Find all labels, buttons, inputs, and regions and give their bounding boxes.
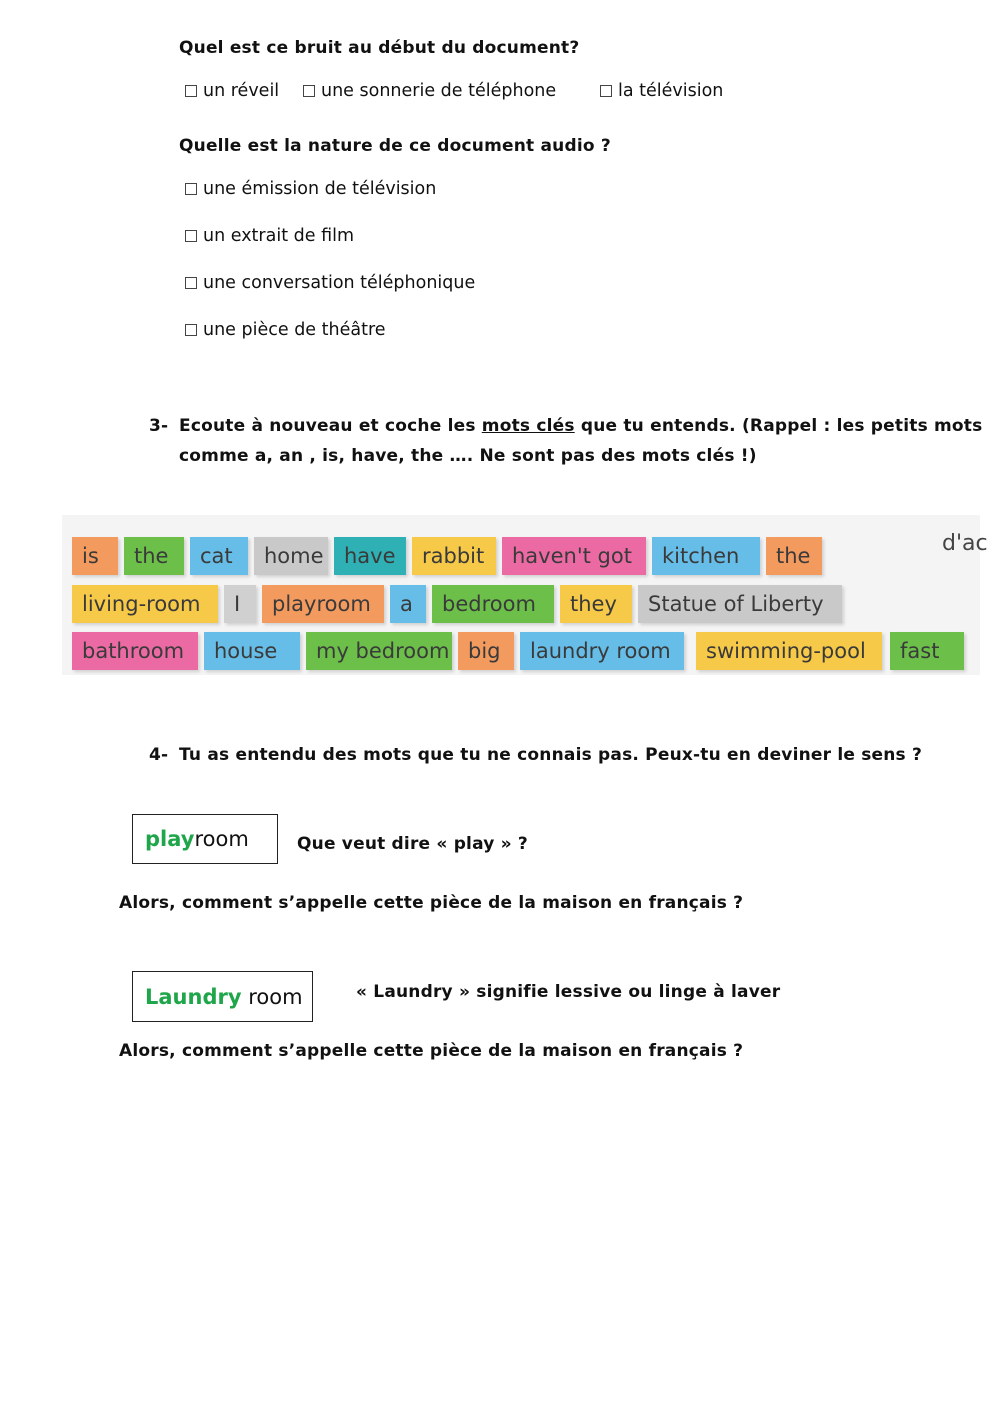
section4-number: 4- — [149, 745, 169, 765]
checkbox-icon[interactable] — [303, 85, 315, 97]
word-tile: big — [458, 632, 514, 670]
word-tile: haven't got — [502, 537, 646, 575]
option-reveil[interactable] — [185, 81, 279, 101]
section3-instruction — [179, 416, 982, 436]
word-tile: have — [334, 537, 406, 575]
highlight-word: play — [145, 827, 195, 851]
question-noise: Quel est ce bruit au début du document? — [179, 38, 580, 58]
checkbox-icon[interactable] — [185, 324, 197, 336]
option-label: un extrait de film — [203, 226, 354, 246]
instruction-text: que tu entends. (Rappel : les petits mots — [574, 416, 983, 436]
section4-instruction: Tu as entendu des mots que tu ne connais pas. Peux-tu en deviner le sens ? — [179, 745, 923, 765]
option-film[interactable] — [185, 226, 354, 246]
word-tile: the — [766, 537, 822, 575]
checkbox-icon[interactable] — [185, 230, 197, 242]
word-tile: bedroom — [432, 585, 554, 623]
playroom-box — [132, 814, 278, 864]
word-tile: fast — [890, 632, 964, 670]
word-tile: laundry room — [520, 632, 684, 670]
laundry-box — [132, 971, 313, 1022]
checkbox-icon[interactable] — [185, 85, 197, 97]
instruction-text: Ecoute à nouveau et coche les — [179, 416, 482, 436]
word-tile: kitchen — [652, 537, 760, 575]
checkbox-icon[interactable] — [600, 85, 612, 97]
word-tile: house — [204, 632, 300, 670]
word-tile: my bedroom — [306, 632, 452, 670]
option-emission[interactable] — [185, 179, 436, 199]
word-rest: room — [194, 827, 249, 851]
option-label: la télévision — [618, 81, 724, 101]
word-tiles-image — [62, 515, 988, 675]
key-words-term: mots clés — [481, 416, 575, 436]
option-label: un réveil — [203, 81, 280, 101]
option-conversation[interactable] — [185, 273, 475, 293]
followup-question-1: Alors, comment s’appelle cette pièce de la maison en français ? — [119, 893, 744, 913]
word-tile: they — [560, 585, 632, 623]
checkbox-icon[interactable] — [185, 277, 197, 289]
section3-number: 3- — [149, 416, 169, 436]
question-nature: Quelle est la nature de ce document audio ? — [179, 136, 611, 156]
option-label: une conversation téléphonique — [203, 273, 476, 293]
word-tile: Statue of Liberty — [638, 585, 842, 623]
option-sonnerie[interactable] — [303, 81, 556, 101]
highlight-word: Laundry — [145, 984, 242, 1009]
word-tile: cat — [190, 537, 248, 575]
word-tile: rabbit — [412, 537, 496, 575]
option-label: une sonnerie de téléphone — [321, 81, 557, 101]
word-tile: the — [124, 537, 184, 575]
option-label: une émission de télévision — [203, 179, 437, 199]
word-rest: room — [241, 984, 303, 1009]
laundry-note: « Laundry » signifie lessive ou linge à laver — [356, 982, 781, 1002]
option-television[interactable] — [600, 81, 723, 101]
word-tile: swimming-pool — [696, 632, 882, 670]
option-label: une pièce de théâtre — [203, 320, 386, 340]
followup-question-2: Alors, comment s’appelle cette pièce de la maison en français ? — [119, 1041, 744, 1061]
word-tile: is — [72, 537, 118, 575]
word-tile: home — [254, 537, 328, 575]
checkbox-icon[interactable] — [185, 183, 197, 195]
word-tile: I — [224, 585, 256, 623]
playroom-question: Que veut dire « play » ? — [297, 834, 528, 854]
word-tile: a — [390, 585, 426, 623]
word-tile: living-room — [72, 585, 218, 623]
word-tile: bathroom — [72, 632, 198, 670]
word-tile: playroom — [262, 585, 384, 623]
option-theatre[interactable] — [185, 320, 386, 340]
edge-fragment: d'ac — [942, 531, 988, 556]
section3-instruction-line2: comme a, an , is, have, the …. Ne sont pas des mots clés !) — [179, 446, 757, 466]
